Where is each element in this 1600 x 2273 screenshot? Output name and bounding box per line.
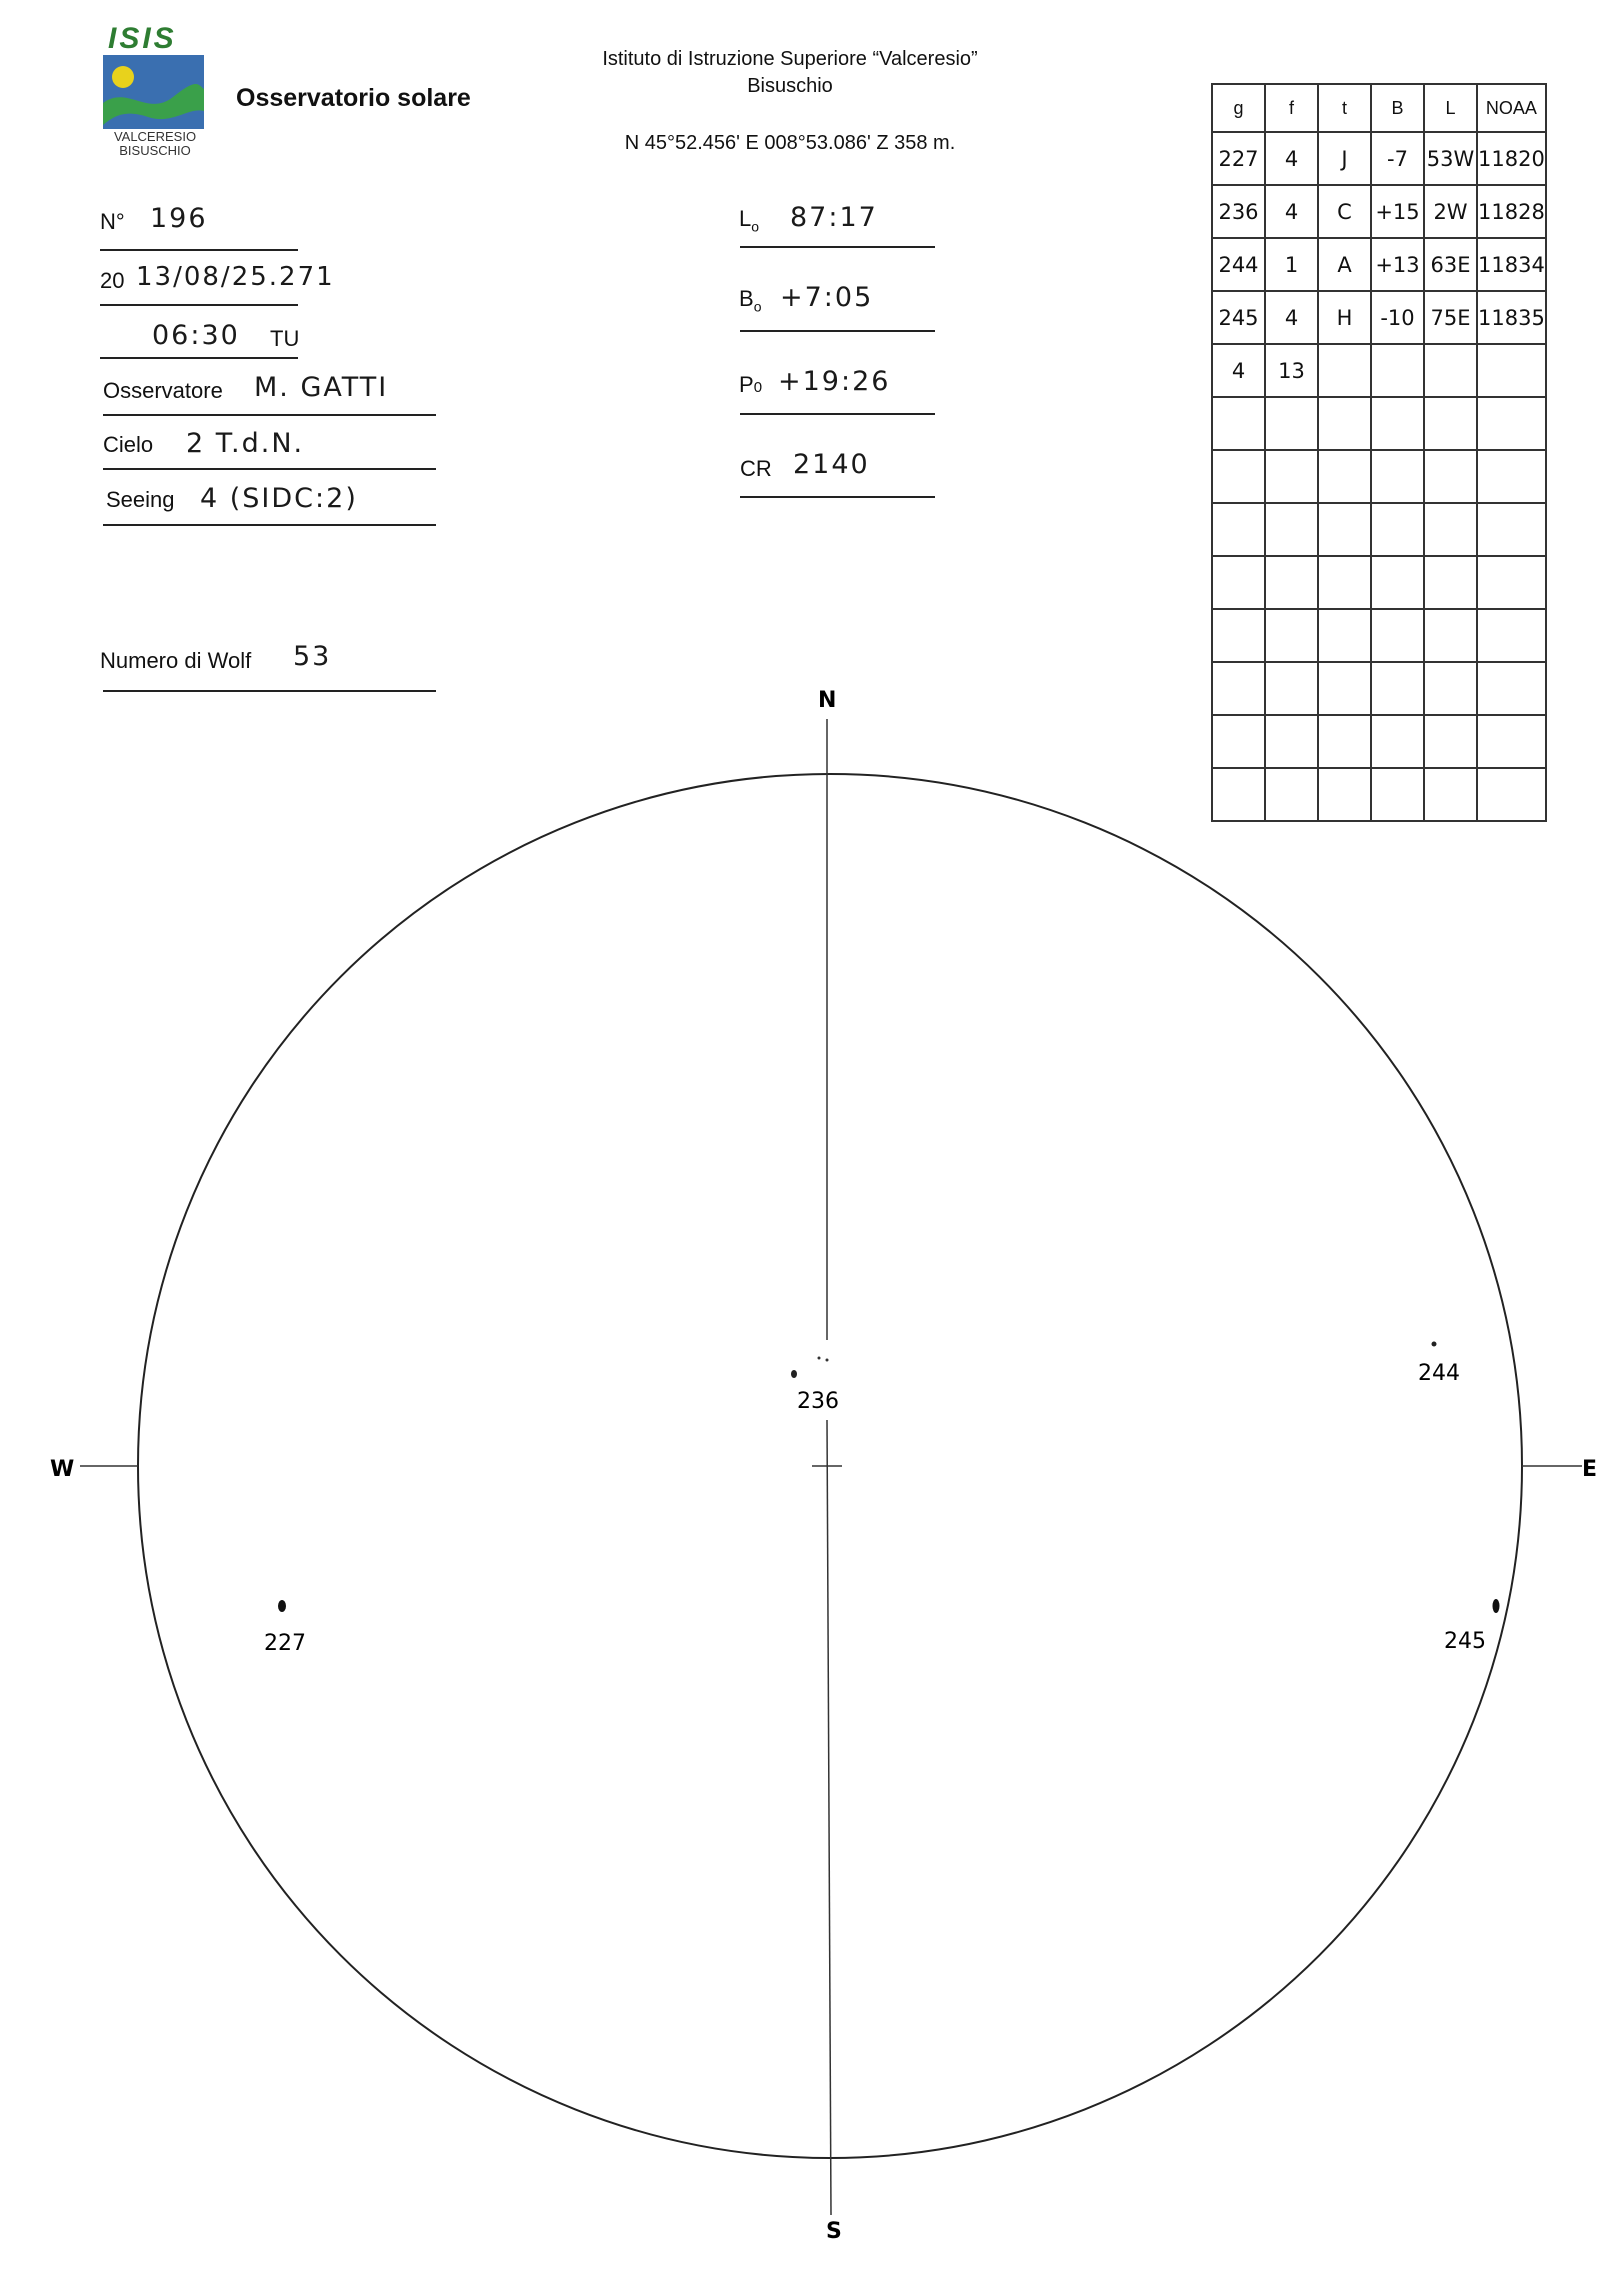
p0-letter: P: [739, 372, 754, 397]
sunspot-236-b: [818, 1357, 821, 1360]
table-cell: 245: [1212, 291, 1265, 344]
table-cell: 2W: [1424, 185, 1477, 238]
table-cell: J: [1318, 132, 1371, 185]
logo-wordmark: ISIS: [108, 22, 177, 55]
table-header-cell: g: [1212, 84, 1265, 132]
b0-subscript: o: [753, 298, 762, 315]
date-value: 13/08/25.271: [136, 262, 335, 292]
table-cell: -10: [1371, 291, 1424, 344]
l0-value: 87:17: [790, 202, 878, 233]
logo-caption-line1: VALCERESIO: [113, 129, 197, 144]
cr-value: 2140: [793, 449, 870, 480]
sunspot-244: [1432, 1342, 1437, 1347]
table-cell: 236: [1212, 185, 1265, 238]
table-header-cell: NOAA: [1477, 84, 1546, 132]
sunspot-236-c: [826, 1359, 829, 1362]
p0-value: +19:26: [778, 366, 891, 397]
group-label-244: 244: [1418, 1361, 1460, 1386]
table-cell: 63E: [1424, 238, 1477, 291]
b0-letter: B: [739, 286, 754, 311]
east-label: E: [1582, 1457, 1598, 1482]
sunspot-245: [1493, 1599, 1500, 1613]
date-prefix: 20: [100, 268, 125, 293]
p0-subscript: 0: [753, 379, 763, 396]
table-cell: H: [1318, 291, 1371, 344]
sky-label: Cielo: [103, 432, 154, 457]
seeing-label: Seeing: [106, 487, 175, 512]
b0-value: +7:05: [780, 282, 874, 313]
seeing-value: 4 (SIDC:2): [200, 483, 358, 514]
wolf-label: Numero di Wolf: [100, 648, 252, 673]
table-cell: 227: [1212, 132, 1265, 185]
table-cell: +13: [1371, 238, 1424, 291]
time-value: 06:30: [152, 320, 240, 351]
table-header-cell: f: [1265, 84, 1318, 132]
table-cell: 4: [1265, 132, 1318, 185]
table-cell: 11828: [1477, 185, 1546, 238]
table-cell: 53W: [1424, 132, 1477, 185]
number-label: N°: [100, 209, 125, 234]
table-cell: 4: [1265, 291, 1318, 344]
group-label-236: 236: [797, 1389, 839, 1414]
table-cell: 75E: [1424, 291, 1477, 344]
school-name: Istituto di Istruzione Superiore “Valceresio”: [602, 48, 978, 70]
sunspot-236-a: [791, 1370, 797, 1378]
table-cell: 11835: [1477, 291, 1546, 344]
site-coordinates: N 45°52.456' E 008°53.086' Z 358 m.: [624, 132, 956, 154]
observer-label: Osservatore: [103, 378, 223, 403]
table-cell: 1: [1265, 238, 1318, 291]
table-cell: 244: [1212, 238, 1265, 291]
table-cell: +15: [1371, 185, 1424, 238]
time-unit: TU: [270, 326, 300, 351]
table-cell: 4: [1265, 185, 1318, 238]
number-value: 196: [150, 203, 208, 234]
group-label-245: 245: [1444, 1629, 1486, 1654]
cr-label: CR: [740, 456, 772, 481]
observer-value: M. GATTI: [254, 372, 389, 403]
table-cell: 11820: [1477, 132, 1546, 185]
south-axis-line: [827, 1420, 831, 2215]
table-cell: -7: [1371, 132, 1424, 185]
sunspot-227: [278, 1600, 286, 1612]
wolf-value: 53: [293, 641, 332, 672]
sky-value: 2 T.d.N.: [186, 428, 305, 459]
table-cell: C: [1318, 185, 1371, 238]
table-total-cell: 4: [1212, 344, 1265, 397]
logo-caption-line2: BISUSCHIO: [119, 143, 191, 158]
group-label-227: 227: [264, 1631, 306, 1656]
school-town: Bisuschio: [747, 75, 833, 97]
table-header-cell: B: [1371, 84, 1424, 132]
table-cell: 11834: [1477, 238, 1546, 291]
l0-letter: L: [739, 206, 752, 231]
table-total-cell: 13: [1265, 344, 1318, 397]
table-header-cell: L: [1424, 84, 1477, 132]
south-label: S: [826, 2219, 842, 2244]
north-label: N: [818, 688, 837, 713]
observatory-title: Osservatorio solare: [236, 84, 471, 112]
west-label: W: [50, 1457, 75, 1482]
table-header-cell: t: [1318, 84, 1371, 132]
table-cell: A: [1318, 238, 1371, 291]
l0-subscript: o: [751, 218, 760, 235]
